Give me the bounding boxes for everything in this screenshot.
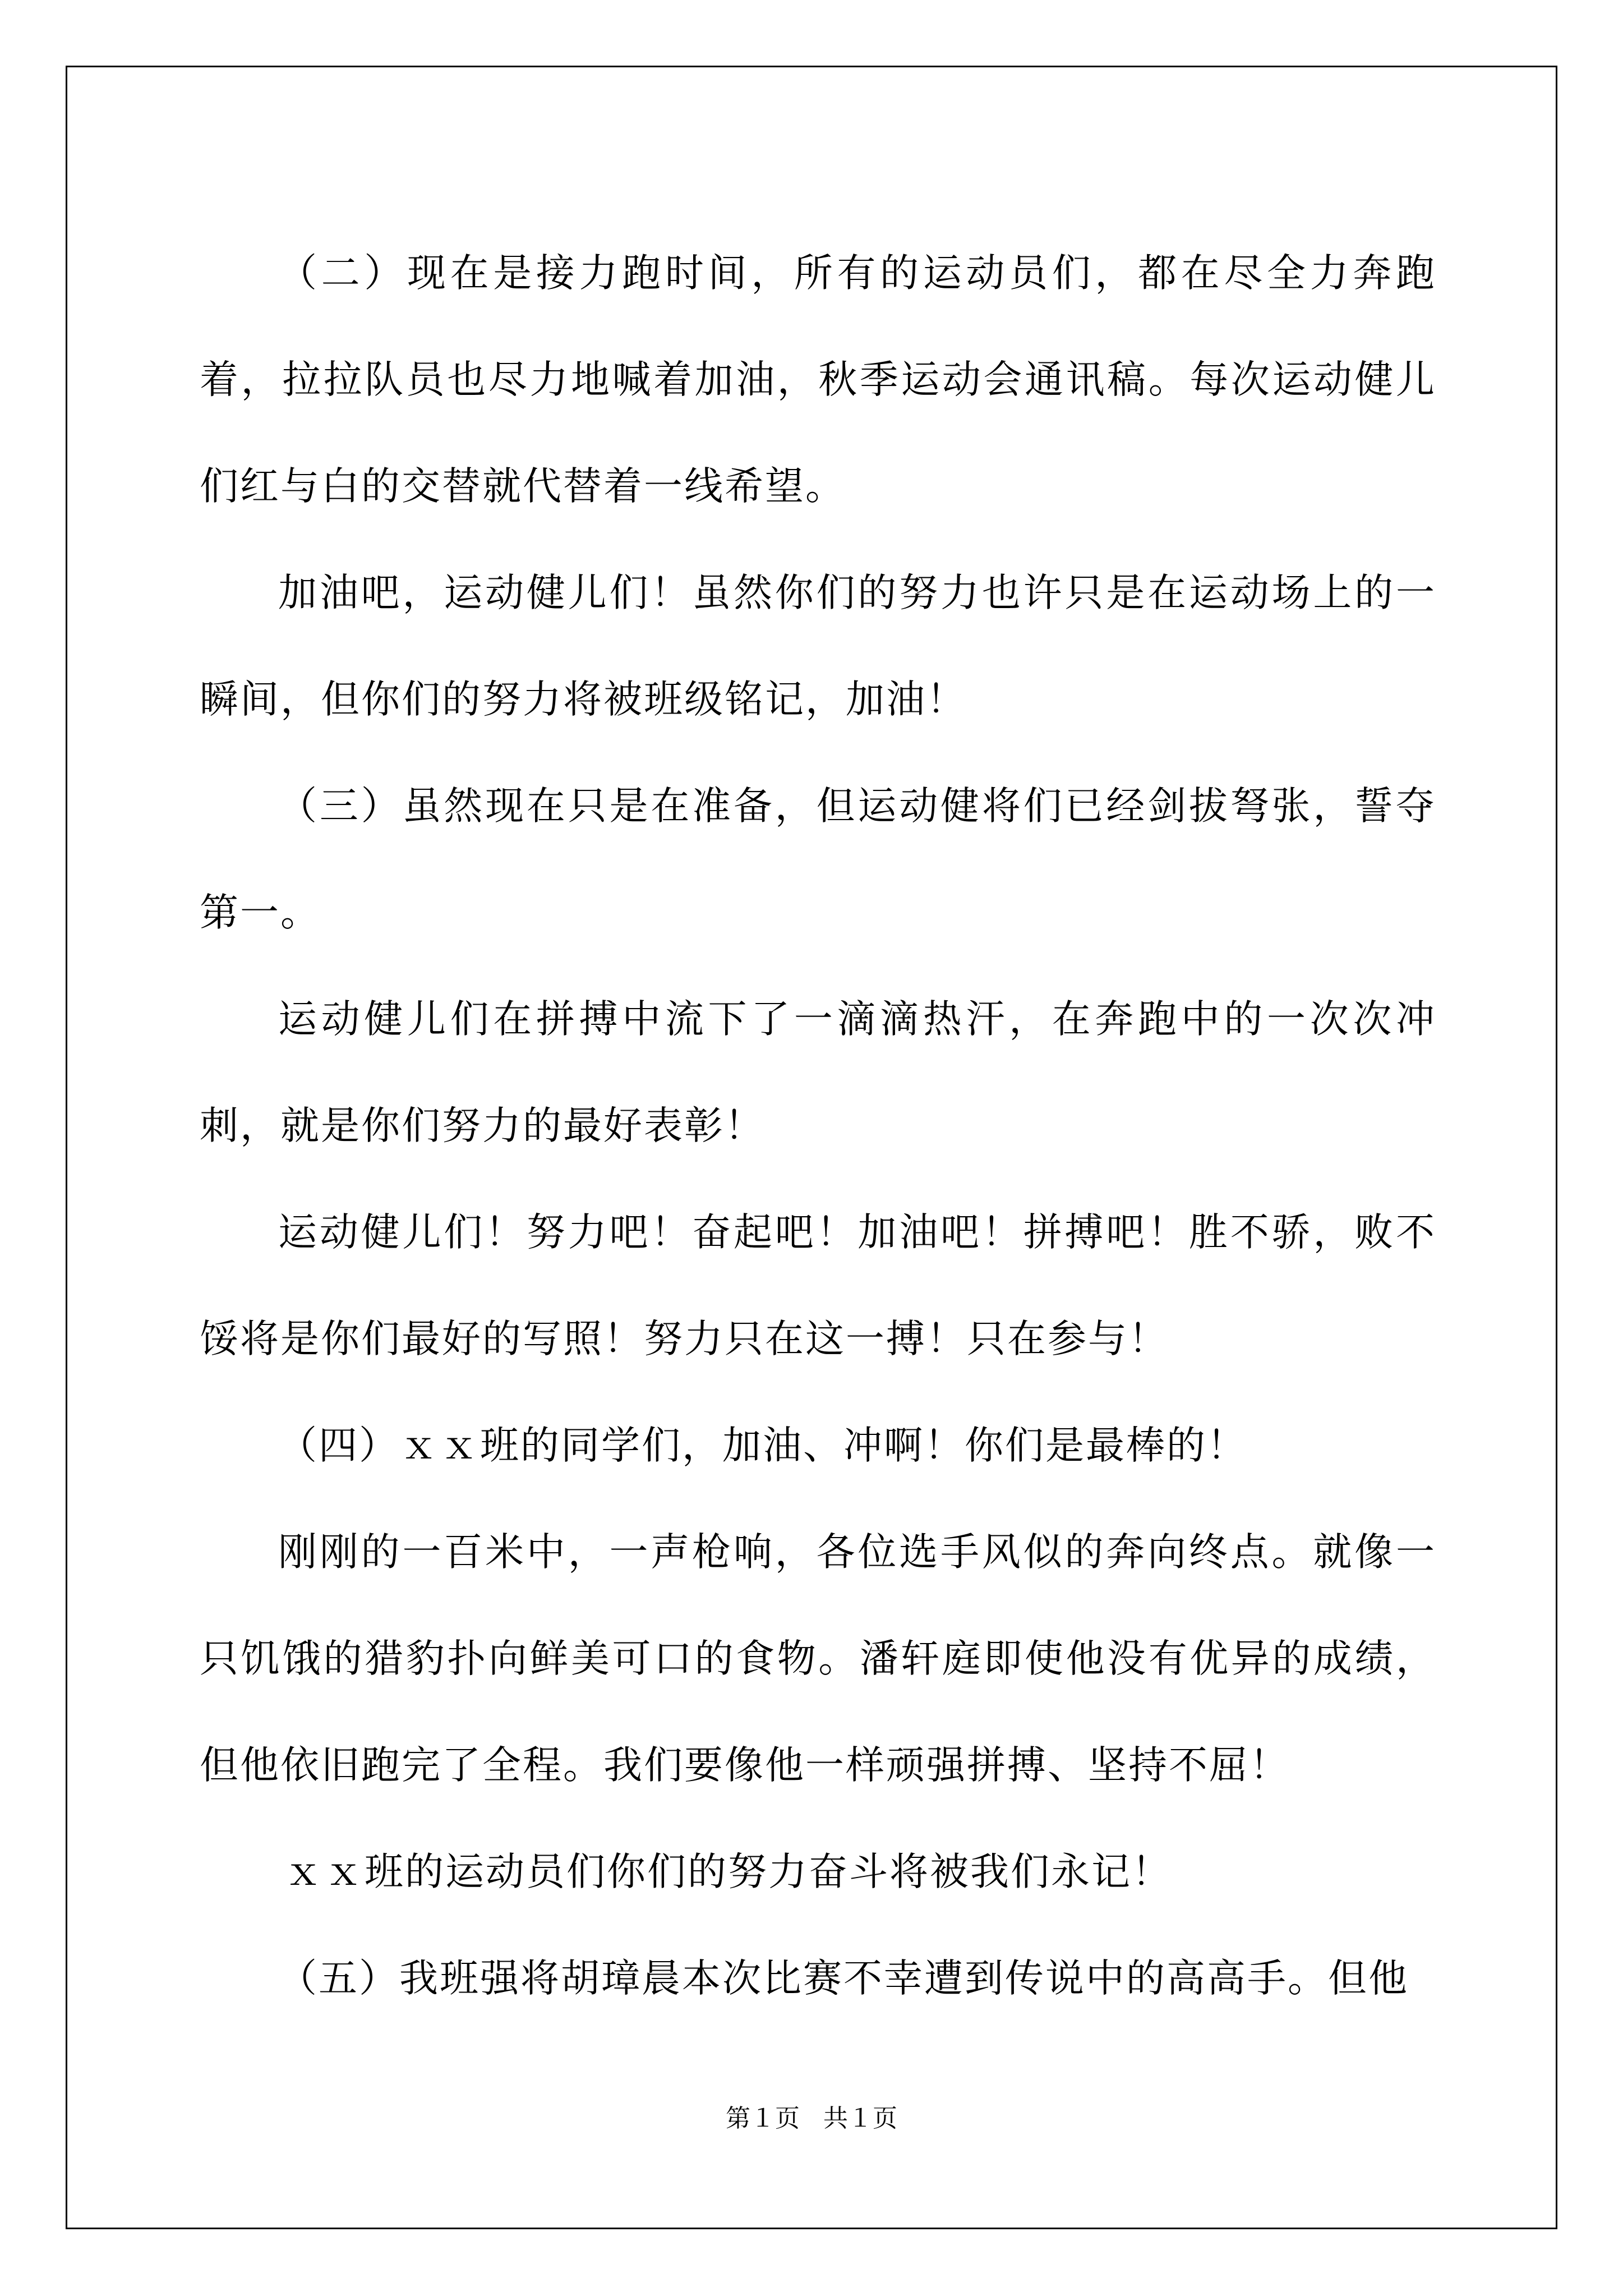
paragraph-9: （五）我班强将胡璋晨本次比赛不幸遭到传说中的高高手。但他 bbox=[278, 1956, 1409, 2001]
paragraph-7: 刚刚的一百米中，一声枪响，各位选手风似的奔向终点。就像一只饥饿的猎豹扑向鲜美可口的食物。潘轩庭即使他没有优异的成绩，但他依旧跑完了全程。我们要像他一样顽强拼搏、坚持不屈！ bbox=[200, 1530, 1436, 1788]
page-number-current: 第１页 bbox=[726, 2104, 800, 2133]
paragraph-2: 加油吧，运动健儿们！虽然你们的努力也许只是在运动场上的一瞬间，但你们的努力将被班级铭记，加油！ bbox=[200, 570, 1436, 722]
paragraph-5: 运动健儿们！努力吧！奋起吧！加油吧！拼搏吧！胜不骄，败不馁将是你们最好的写照！努力只在这一搏！只在参与！ bbox=[200, 1210, 1436, 1361]
paragraph-1: （二）现在是接力跑时间，所有的运动员们，都在尽全力奔跑着，拉拉队员也尽力地喊着加油，秋季运动会通讯稿。每次运动健儿们红与白的交替就代替着一线希望。 bbox=[200, 251, 1436, 509]
paragraph-4: 运动健儿们在拼搏中流下了一滴滴热汗，在奔跑中的一次次冲刺，就是你们努力的最好表彰！ bbox=[200, 997, 1436, 1148]
paragraph-8: ｘｘ班的运动员们你们的努力奋斗将被我们永记！ bbox=[284, 1849, 1172, 1894]
page-number-total: 共１页 bbox=[823, 2104, 897, 2133]
page-footer bbox=[0, 2098, 1623, 2134]
paragraph-6: （四）ｘｘ班的同学们，加油、冲啊！你们是最棒的！ bbox=[278, 1423, 1247, 1468]
document-body bbox=[200, 220, 1436, 2032]
paragraph-3: （三）虽然现在只是在准备，但运动健将们已经剑拔弩张，誓夺第一。 bbox=[200, 784, 1436, 935]
